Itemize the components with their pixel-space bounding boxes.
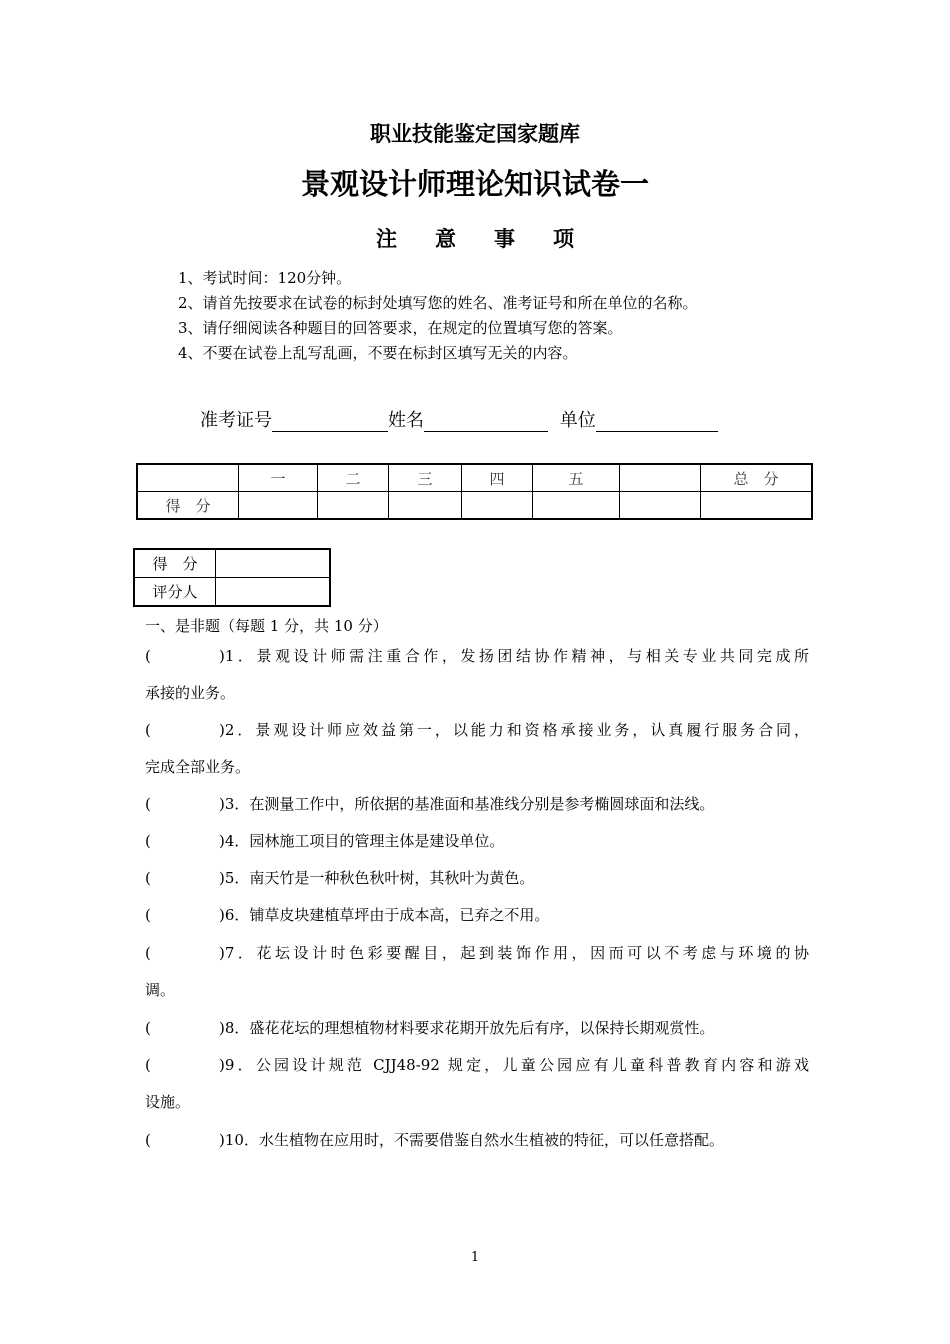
score-table-header-cell: 三 <box>389 464 462 492</box>
question-text-cont: 调。 <box>145 981 176 999</box>
question-text-cont: 完成全部业务。 <box>145 758 251 776</box>
answer-paren[interactable]: ( <box>145 647 151 665</box>
question-text: 园林施工项目的管理主体是建设单位。 <box>249 832 505 850</box>
question-item <box>145 935 809 1009</box>
answer-paren[interactable]: ( <box>145 832 151 850</box>
score-table-header-cell: 五 <box>533 464 620 492</box>
exam-id-label: 准考证号 <box>200 410 272 431</box>
question-number: )3． <box>219 795 250 813</box>
score-table-header-cell <box>137 464 239 492</box>
score-table <box>136 463 813 520</box>
score-table-header-cell: 四 <box>462 464 533 492</box>
question-item <box>145 1047 809 1121</box>
question-text: 景观设计师需注重合作，发扬团结协作精神，与相关专业共同完成所 <box>256 647 809 665</box>
notice-char: 注 <box>376 227 397 251</box>
score-cell[interactable] <box>701 492 813 520</box>
question-text: 铺草皮块建植草坪由于成本高，已弃之不用。 <box>249 906 550 924</box>
question-item <box>145 786 809 823</box>
grader-table <box>133 548 331 607</box>
unit-field[interactable] <box>596 411 718 432</box>
question-number: )9． <box>219 1056 256 1074</box>
note-item: 3、请仔细阅读各种题目的回答要求，在规定的位置填写您的答案。 <box>178 319 623 337</box>
question-item <box>145 712 809 786</box>
question-item <box>145 897 809 934</box>
score-table-header-cell: 二 <box>318 464 389 492</box>
page-number: 1 <box>470 1250 480 1265</box>
answer-paren[interactable]: ( <box>145 795 151 813</box>
grader-label: 评分人 <box>134 578 216 607</box>
name-label: 姓名 <box>388 410 424 431</box>
score-table-header-row <box>137 464 812 492</box>
score-table-header-cell <box>620 464 701 492</box>
question-number: )1． <box>219 647 257 665</box>
question-number: )10． <box>219 1131 259 1149</box>
notice-char: 项 <box>553 227 574 251</box>
answer-paren[interactable]: ( <box>145 1131 151 1149</box>
question-item <box>145 1122 809 1159</box>
answer-paren[interactable]: ( <box>145 944 151 962</box>
question-text-cont: 承接的业务。 <box>145 684 236 702</box>
question-number: )8． <box>219 1019 250 1037</box>
notice-char: 意 <box>435 227 456 251</box>
score-table-row <box>137 492 812 520</box>
grader-score-label: 得 分 <box>134 549 216 578</box>
question-number: )7． <box>219 944 257 962</box>
score-cell[interactable] <box>239 492 318 520</box>
score-row-label: 得 分 <box>137 492 239 520</box>
question-text: 花坛设计时色彩要醒目，起到装饰作用，因而可以不考虑与环境的协 <box>256 944 809 962</box>
question-text-cont: 设施。 <box>145 1093 191 1111</box>
question-text: 盛花花坛的理想植物材料要求花期开放先后有序，以保持长期观赏性。 <box>249 1019 715 1037</box>
section-title: 一、是非题（每题 1 分，共 10 分） <box>145 617 388 635</box>
score-table-header-cell: 总 分 <box>701 464 813 492</box>
question-number: )2． <box>219 721 256 739</box>
question-text: 水生植物在应用时，不需要借鉴自然水生植被的特征，可以任意搭配。 <box>258 1131 724 1149</box>
notes-list <box>178 266 698 366</box>
exam-source-title: 职业技能鉴定国家题库 <box>370 122 580 146</box>
question-text: 公园设计规范 CJJ48-92 规定，儿童公园应有儿童科普教育内容和游戏 <box>255 1056 809 1074</box>
score-cell[interactable] <box>620 492 701 520</box>
grader-cell[interactable] <box>216 578 331 607</box>
score-table-header-cell: 一 <box>239 464 318 492</box>
grader-table-row <box>134 578 330 607</box>
question-item <box>145 1010 809 1047</box>
answer-paren[interactable]: ( <box>145 869 151 887</box>
score-cell[interactable] <box>318 492 389 520</box>
answer-paren[interactable]: ( <box>145 1056 151 1074</box>
question-text: 景观设计师应效益第一，以能力和资格承接业务，认真履行服务合同， <box>255 721 809 739</box>
question-number: )6． <box>219 906 250 924</box>
score-cell[interactable] <box>389 492 462 520</box>
question-item <box>145 860 809 897</box>
notice-char: 事 <box>494 227 515 251</box>
question-item <box>145 823 809 860</box>
question-number: )5． <box>219 869 250 887</box>
note-item: 4、不要在试卷上乱写乱画，不要在标封区填写无关的内容。 <box>178 344 578 362</box>
question-text: 南天竹是一种秋色秋叶树，其秋叶为黄色。 <box>249 869 535 887</box>
answer-paren[interactable]: ( <box>145 1019 151 1037</box>
exam-id-field[interactable] <box>272 411 388 432</box>
score-cell[interactable] <box>462 492 533 520</box>
note-item: 1、考试时间：120分钟。 <box>178 269 352 287</box>
answer-paren[interactable]: ( <box>145 906 151 924</box>
grader-table-row <box>134 549 330 578</box>
score-cell[interactable] <box>533 492 620 520</box>
grader-score-cell[interactable] <box>216 549 331 578</box>
question-item <box>145 638 809 712</box>
question-number: )4． <box>219 832 250 850</box>
name-field[interactable] <box>424 411 548 432</box>
question-text: 在测量工作中，所依据的基准面和基准线分别是参考椭圆球面和法线。 <box>249 795 715 813</box>
candidate-info <box>200 406 718 432</box>
answer-paren[interactable]: ( <box>145 721 151 739</box>
exam-title: 景观设计师理论知识试卷一 <box>300 167 649 201</box>
notice-heading <box>0 223 950 253</box>
note-item: 2、请首先按要求在试卷的标封处填写您的姓名、准考证号和所在单位的名称。 <box>178 294 698 312</box>
unit-label: 单位 <box>559 410 596 431</box>
